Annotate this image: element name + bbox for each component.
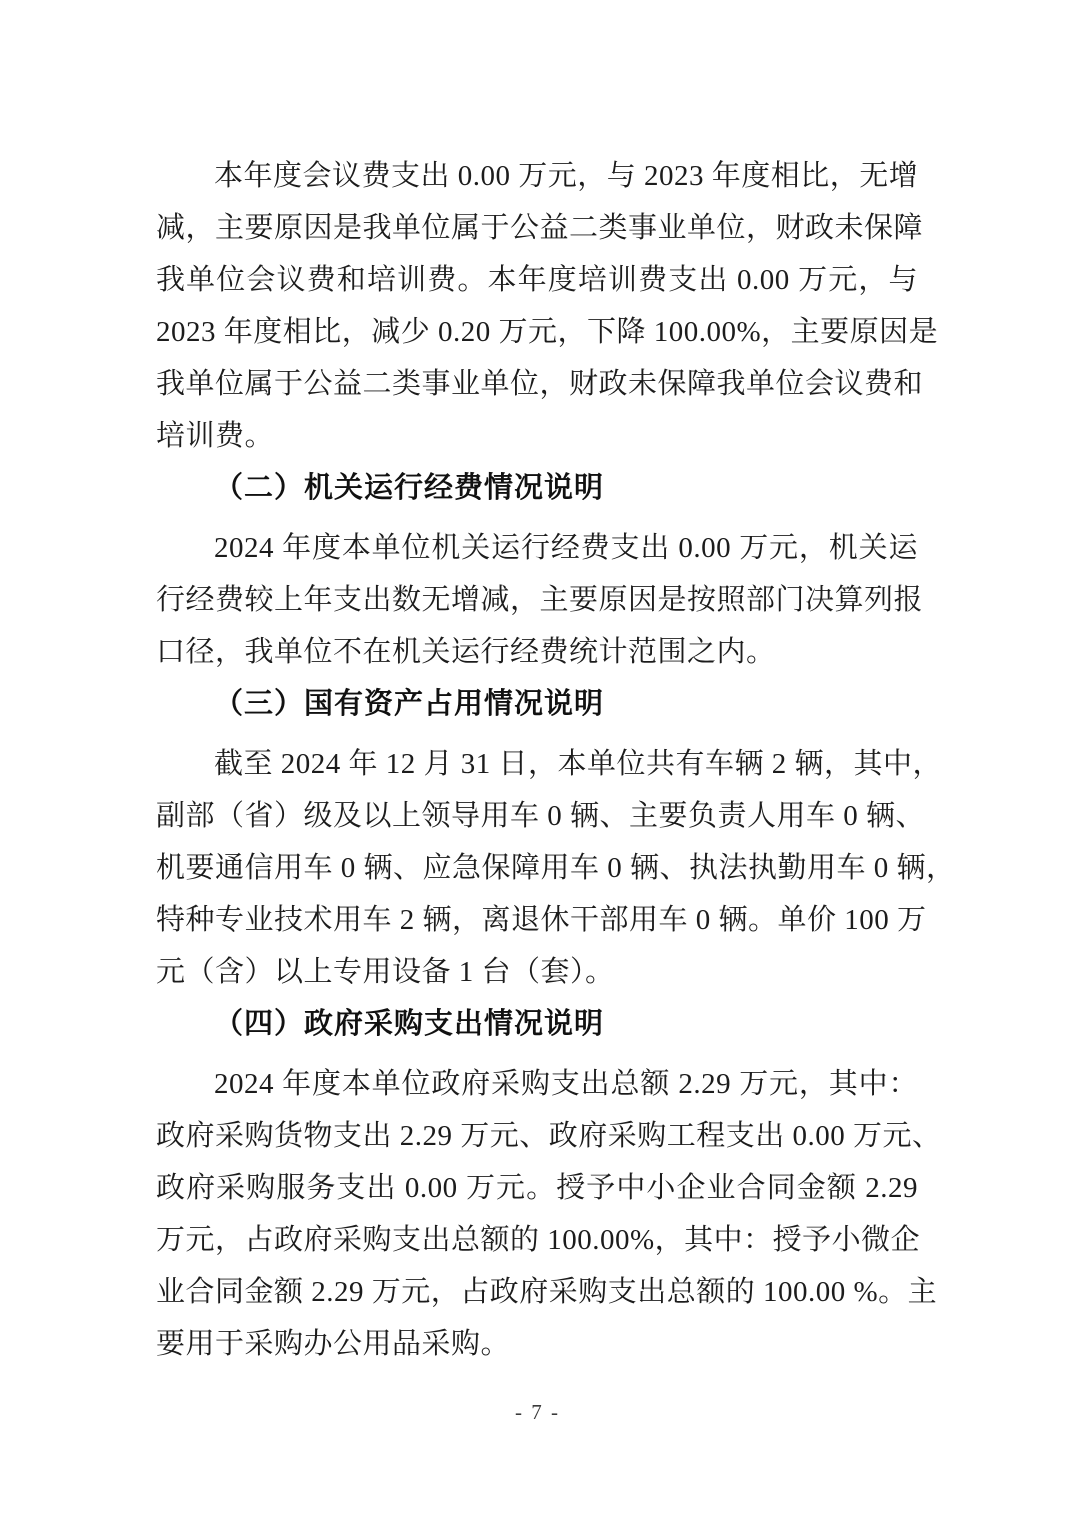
text-line: 2023 年度相比，减少 0.20 万元，下降 100.00%，主要原因是 <box>156 316 939 348</box>
text-line: 本年度会议费支出 0.00 万元，与 2023 年度相比，无增 <box>214 160 919 192</box>
text-line: 机要通信用车 0 辆、应急保障用车 0 辆、执法执勤用车 0 辆， <box>156 852 956 884</box>
section-heading: （三）国有资产占用情况说明 <box>214 688 605 720</box>
text-line: 要用于采购办公用品采购。 <box>156 1328 511 1360</box>
paragraph <box>156 150 939 462</box>
text-line: 政府采购服务支出 0.00 万元。授予中小企业合同金额 2.29 <box>156 1172 918 1204</box>
section-heading: （二）机关运行经费情况说明 <box>214 472 605 504</box>
text-line: 口径，我单位不在机关运行经费统计范围之内。 <box>156 636 776 668</box>
text-line: 政府采购货物支出 2.29 万元、政府采购工程支出 0.00 万元、 <box>156 1120 942 1152</box>
text-line: 减，主要原因是我单位属于公益二类事业单位，财政未保障 <box>156 212 924 244</box>
text-line: 业合同金额 2.29 万元，占政府采购支出总额的 100.00 %。主 <box>156 1276 938 1308</box>
text-line: 特种专业技术用车 2 辆，离退休干部用车 0 辆。单价 100 万 <box>156 904 927 936</box>
text-line: 副部（省）级及以上领导用车 0 辆、主要负责人用车 0 辆、 <box>156 800 926 832</box>
text-line: 2024 年度本单位机关运行经费支出 0.00 万元，机关运 <box>214 532 918 564</box>
text-line: 截至 2024 年 12 月 31 日，本单位共有车辆 2 辆，其中， <box>214 748 943 780</box>
page-number: - 7 - <box>515 1400 560 1424</box>
text-line: 我单位属于公益二类事业单位，财政未保障我单位会议费和 <box>156 368 924 400</box>
text-line: 培训费。 <box>156 420 275 452</box>
paragraph <box>156 738 956 998</box>
text-line: 元（含）以上专用设备 1 台（套）。 <box>156 956 615 988</box>
text-line: 万元，占政府采购支出总额的 100.00%，其中：授予小微企 <box>156 1224 921 1256</box>
section-heading: （四）政府采购支出情况说明 <box>214 1008 605 1040</box>
document-content <box>156 150 956 1370</box>
text-line: 我单位会议费和培训费。本年度培训费支出 0.00 万元，与 <box>156 264 918 296</box>
paragraph <box>156 522 924 678</box>
text-line: 2024 年度本单位政府采购支出总额 2.29 万元，其中： <box>214 1068 918 1100</box>
page-footer <box>0 1400 1075 1425</box>
text-line: 行经费较上年支出数无增减，主要原因是按照部门决算列报 <box>156 584 924 616</box>
paragraph <box>156 1058 942 1370</box>
